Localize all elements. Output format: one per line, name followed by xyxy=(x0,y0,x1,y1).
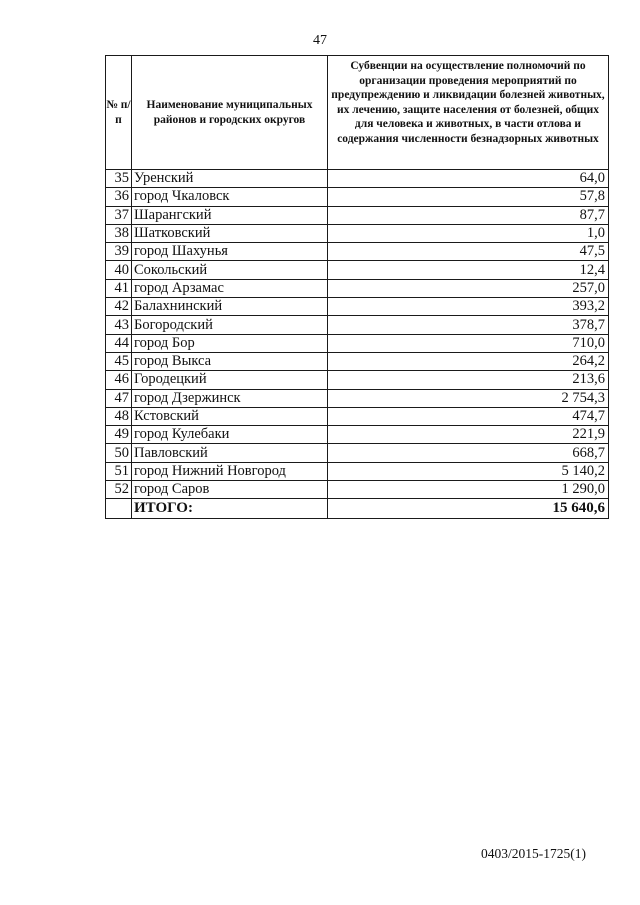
table-row xyxy=(106,334,609,352)
row-value: 668,7 xyxy=(328,444,609,462)
subsidy-table-container xyxy=(105,55,609,519)
row-number: 44 xyxy=(106,334,132,352)
table-body xyxy=(106,170,609,519)
row-value: 213,6 xyxy=(328,371,609,389)
row-number: 38 xyxy=(106,224,132,242)
row-value: 710,0 xyxy=(328,334,609,352)
total-label: ИТОГО: xyxy=(132,499,328,519)
row-number: 46 xyxy=(106,371,132,389)
row-name: Шатковский xyxy=(132,224,328,242)
row-number: 51 xyxy=(106,462,132,480)
row-number: 36 xyxy=(106,188,132,206)
row-name: Уренский xyxy=(132,170,328,188)
table-row xyxy=(106,462,609,480)
subsidy-table xyxy=(105,55,609,519)
total-number xyxy=(106,499,132,519)
row-value: 2 754,3 xyxy=(328,389,609,407)
total-row xyxy=(106,499,609,519)
table-row xyxy=(106,371,609,389)
row-name: город Нижний Новгород xyxy=(132,462,328,480)
row-value: 257,0 xyxy=(328,279,609,297)
row-value: 57,8 xyxy=(328,188,609,206)
row-number: 47 xyxy=(106,389,132,407)
header-name: Наименование муниципальных районов и городских округов xyxy=(132,56,328,170)
row-number: 43 xyxy=(106,316,132,334)
table-row xyxy=(106,352,609,370)
row-value: 474,7 xyxy=(328,407,609,425)
row-name: Городецкий xyxy=(132,371,328,389)
row-number: 40 xyxy=(106,261,132,279)
table-row xyxy=(106,481,609,499)
row-name: Балахнинский xyxy=(132,298,328,316)
table-row xyxy=(106,243,609,261)
row-value: 64,0 xyxy=(328,170,609,188)
row-value: 393,2 xyxy=(328,298,609,316)
row-name: город Дзержинск xyxy=(132,389,328,407)
row-value: 47,5 xyxy=(328,243,609,261)
table-row xyxy=(106,170,609,188)
row-number: 35 xyxy=(106,170,132,188)
row-name: Павловский xyxy=(132,444,328,462)
row-name: город Чкаловск xyxy=(132,188,328,206)
page-number: 47 xyxy=(313,33,327,48)
table-row xyxy=(106,224,609,242)
row-number: 52 xyxy=(106,481,132,499)
table-row xyxy=(106,444,609,462)
row-number: 42 xyxy=(106,298,132,316)
row-value: 378,7 xyxy=(328,316,609,334)
table-row xyxy=(106,389,609,407)
table-row xyxy=(106,426,609,444)
row-value: 1 290,0 xyxy=(328,481,609,499)
table-row xyxy=(106,298,609,316)
table-row xyxy=(106,407,609,425)
row-name: город Шахунья xyxy=(132,243,328,261)
row-name: Кстовский xyxy=(132,407,328,425)
row-number: 37 xyxy=(106,206,132,224)
total-value: 15 640,6 xyxy=(328,499,609,519)
row-number: 39 xyxy=(106,243,132,261)
header-number: № п/п xyxy=(106,56,132,170)
row-value: 12,4 xyxy=(328,261,609,279)
table-header-row xyxy=(106,56,609,170)
table-row xyxy=(106,188,609,206)
row-number: 49 xyxy=(106,426,132,444)
row-value: 87,7 xyxy=(328,206,609,224)
row-name: город Выкса xyxy=(132,352,328,370)
table-row xyxy=(106,279,609,297)
row-name: город Арзамас xyxy=(132,279,328,297)
row-value: 1,0 xyxy=(328,224,609,242)
document-code: 0403/2015-1725(1) xyxy=(481,846,586,861)
row-name: Богородский xyxy=(132,316,328,334)
row-name: Сокольский xyxy=(132,261,328,279)
table-row xyxy=(106,316,609,334)
table-row xyxy=(106,261,609,279)
row-value: 221,9 xyxy=(328,426,609,444)
table-row xyxy=(106,206,609,224)
row-name: город Бор xyxy=(132,334,328,352)
row-name: Шарангский xyxy=(132,206,328,224)
row-number: 50 xyxy=(106,444,132,462)
row-name: город Кулебаки xyxy=(132,426,328,444)
row-name: город Саров xyxy=(132,481,328,499)
row-value: 264,2 xyxy=(328,352,609,370)
row-number: 48 xyxy=(106,407,132,425)
row-number: 45 xyxy=(106,352,132,370)
header-subsidy: Субвенции на осуществление полномочий по организации проведения мероприятий по предупреждению и ликвидации болезней животных, их лечению, защите населения от болезней, общих для человека и животных, в части отлова и содержания численности безнадзорных животных xyxy=(328,56,609,170)
row-value: 5 140,2 xyxy=(328,462,609,480)
row-number: 41 xyxy=(106,279,132,297)
